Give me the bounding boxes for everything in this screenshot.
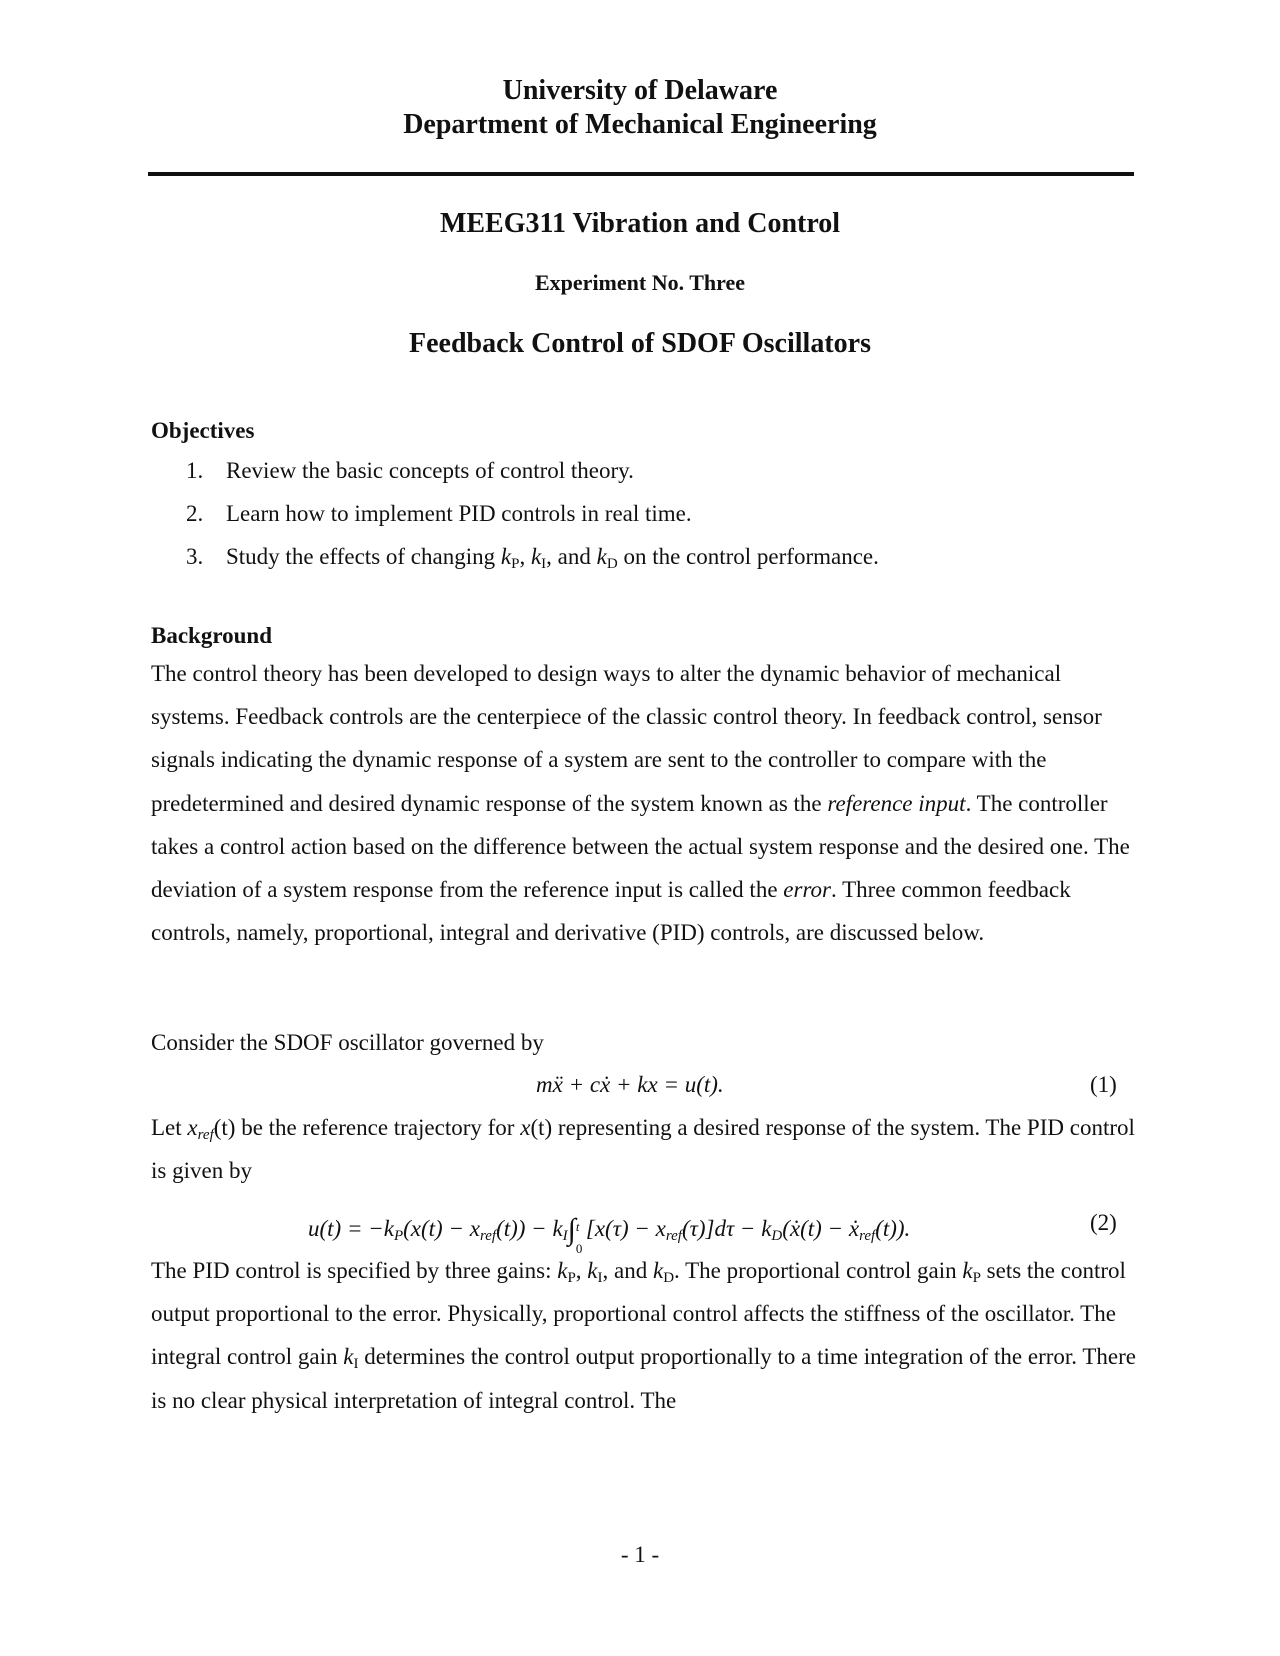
paragraph-text: , and [602,1258,653,1283]
paragraph-text: . The controller takes a control action based on the difference between the actual system response and the desired one. The deviation of a system response from the reference input is called the [151,790,1130,903]
paragraph-text: . Three common feedback controls, namely, proportional, integral and derivative (PID) controls, are discussed below. [151,877,1071,946]
background-heading: Background [151,623,273,648]
subscript-ref: ref [479,1228,497,1244]
subscript-i: I [597,1270,603,1286]
paragraph-text: The PID control is specified by three gains: [151,1258,558,1283]
objective-item [186,458,634,484]
symbol-k: k [652,1258,664,1283]
integral-sign: ∫ [567,1213,576,1246]
document-title: Feedback Control of SDOF Oscillators [409,328,871,359]
subscript-i: I [353,1356,359,1373]
eq2-part: (τ)]dτ − k [681,1216,772,1241]
subscript-d: D [771,1228,783,1244]
objective-text: Learn how to implement PID controls in real time. [226,501,692,526]
paragraph-text: (t) [213,1115,236,1140]
subscript-ref: ref [197,1127,214,1143]
university-name: University of Delaware [502,75,778,106]
integral-upper-limit: t [575,1219,580,1234]
symbol-k: k [587,1258,598,1283]
eq2-part: [x(τ) − x [585,1216,666,1241]
subscript-p: P [567,1270,576,1286]
paragraph-text: representing a desired response of the system. The PID control is given by [151,1115,1135,1184]
paragraph-text: (t) [530,1115,553,1140]
subscript-d: D [663,1270,675,1286]
objective-text: on the control performance. [617,544,879,569]
objective-text: Review the basic concepts of control theory. [226,458,634,483]
header-block [0,74,1280,142]
background-paragraph-3 [151,1106,1141,1192]
objective-text: , [519,544,531,569]
subscript-i: I [562,1228,568,1244]
symbol-k: k [962,1258,973,1283]
paragraph-text: . The proportional control gain [674,1258,963,1283]
paragraph-text: Consider the SDOF oscillator governed by [151,1030,544,1055]
equation-2 [308,1210,911,1256]
subscript-p: P [511,556,520,572]
symbol-k: k [500,544,512,569]
department-name: Department of Mechanical Engineering [403,109,877,140]
objective-number: 3. [186,544,204,569]
symbol-k: k [343,1344,354,1370]
paragraph-text: be the reference trajectory for [235,1115,521,1140]
objective-item [186,501,692,527]
symbol-x: x [520,1115,531,1140]
subscript-ref: ref [859,1228,876,1244]
objectives-heading: Objectives [151,418,255,443]
eq2-part: (t)). [875,1216,911,1241]
subscript-p: P [972,1270,981,1286]
background-paragraph-2 [151,1021,1141,1064]
experiment-label: Experiment No. Three [535,270,745,295]
objective-item [186,544,879,570]
symbol-x: x [187,1115,198,1140]
equation-1: mẍ + cẋ + kx = u(t). [536,1072,724,1097]
header-divider [148,172,1134,176]
objective-text: , and [546,544,597,569]
paragraph-text: sets the control output proportional to the error. Physically, proportional control affects the stiffness of the oscillator. The integral control gain [151,1258,1126,1370]
paragraph-text: determines the control output proportionally to a time integration of the error. There is no clear physical interpretation of integral control. The [151,1344,1136,1413]
paragraph-text: Let [151,1115,188,1140]
subscript-ref: ref [665,1228,682,1244]
objective-text: Study the effects of changing [226,544,501,569]
objective-number: 2. [186,501,204,526]
subscript-p: P [393,1228,404,1244]
page-number: - 1 - [620,1542,660,1567]
paragraph-text: The control theory has been developed to design ways to alter the dynamic behavior of mechanical systems. Feedback controls are the centerpiece of the classic control theory. In feedback control, sensor signals indicating the dynamic response of a system are sent to the controller to compare with the predetermined and desired dynamic response of the system known as the [151,661,1102,816]
course-title: MEEG311 Vibration and Control [439,208,841,239]
eq2-part: (x(t) − x [403,1216,480,1241]
eq2-part: (ẋ(t) − ẋ [782,1216,860,1241]
integral-lower-limit: 0 [575,1241,583,1256]
equation-2-number: (2) [1090,1210,1117,1235]
term-reference-input: reference input [827,790,966,816]
term-error: error [783,877,831,903]
background-paragraph-4 [151,1249,1141,1422]
background-paragraph-1 [151,652,1141,954]
objective-number: 1. [186,458,204,483]
subscript-i: I [541,556,547,572]
subscript-d: D [606,556,618,572]
eq2-part: u(t) = −k [308,1216,394,1241]
symbol-k: k [530,544,542,569]
symbol-k: k [557,1258,568,1283]
equation-1-number: (1) [1090,1072,1117,1097]
eq2-part: (t)) − k [496,1216,563,1241]
symbol-k: k [596,544,607,569]
paragraph-text: , [575,1258,588,1283]
